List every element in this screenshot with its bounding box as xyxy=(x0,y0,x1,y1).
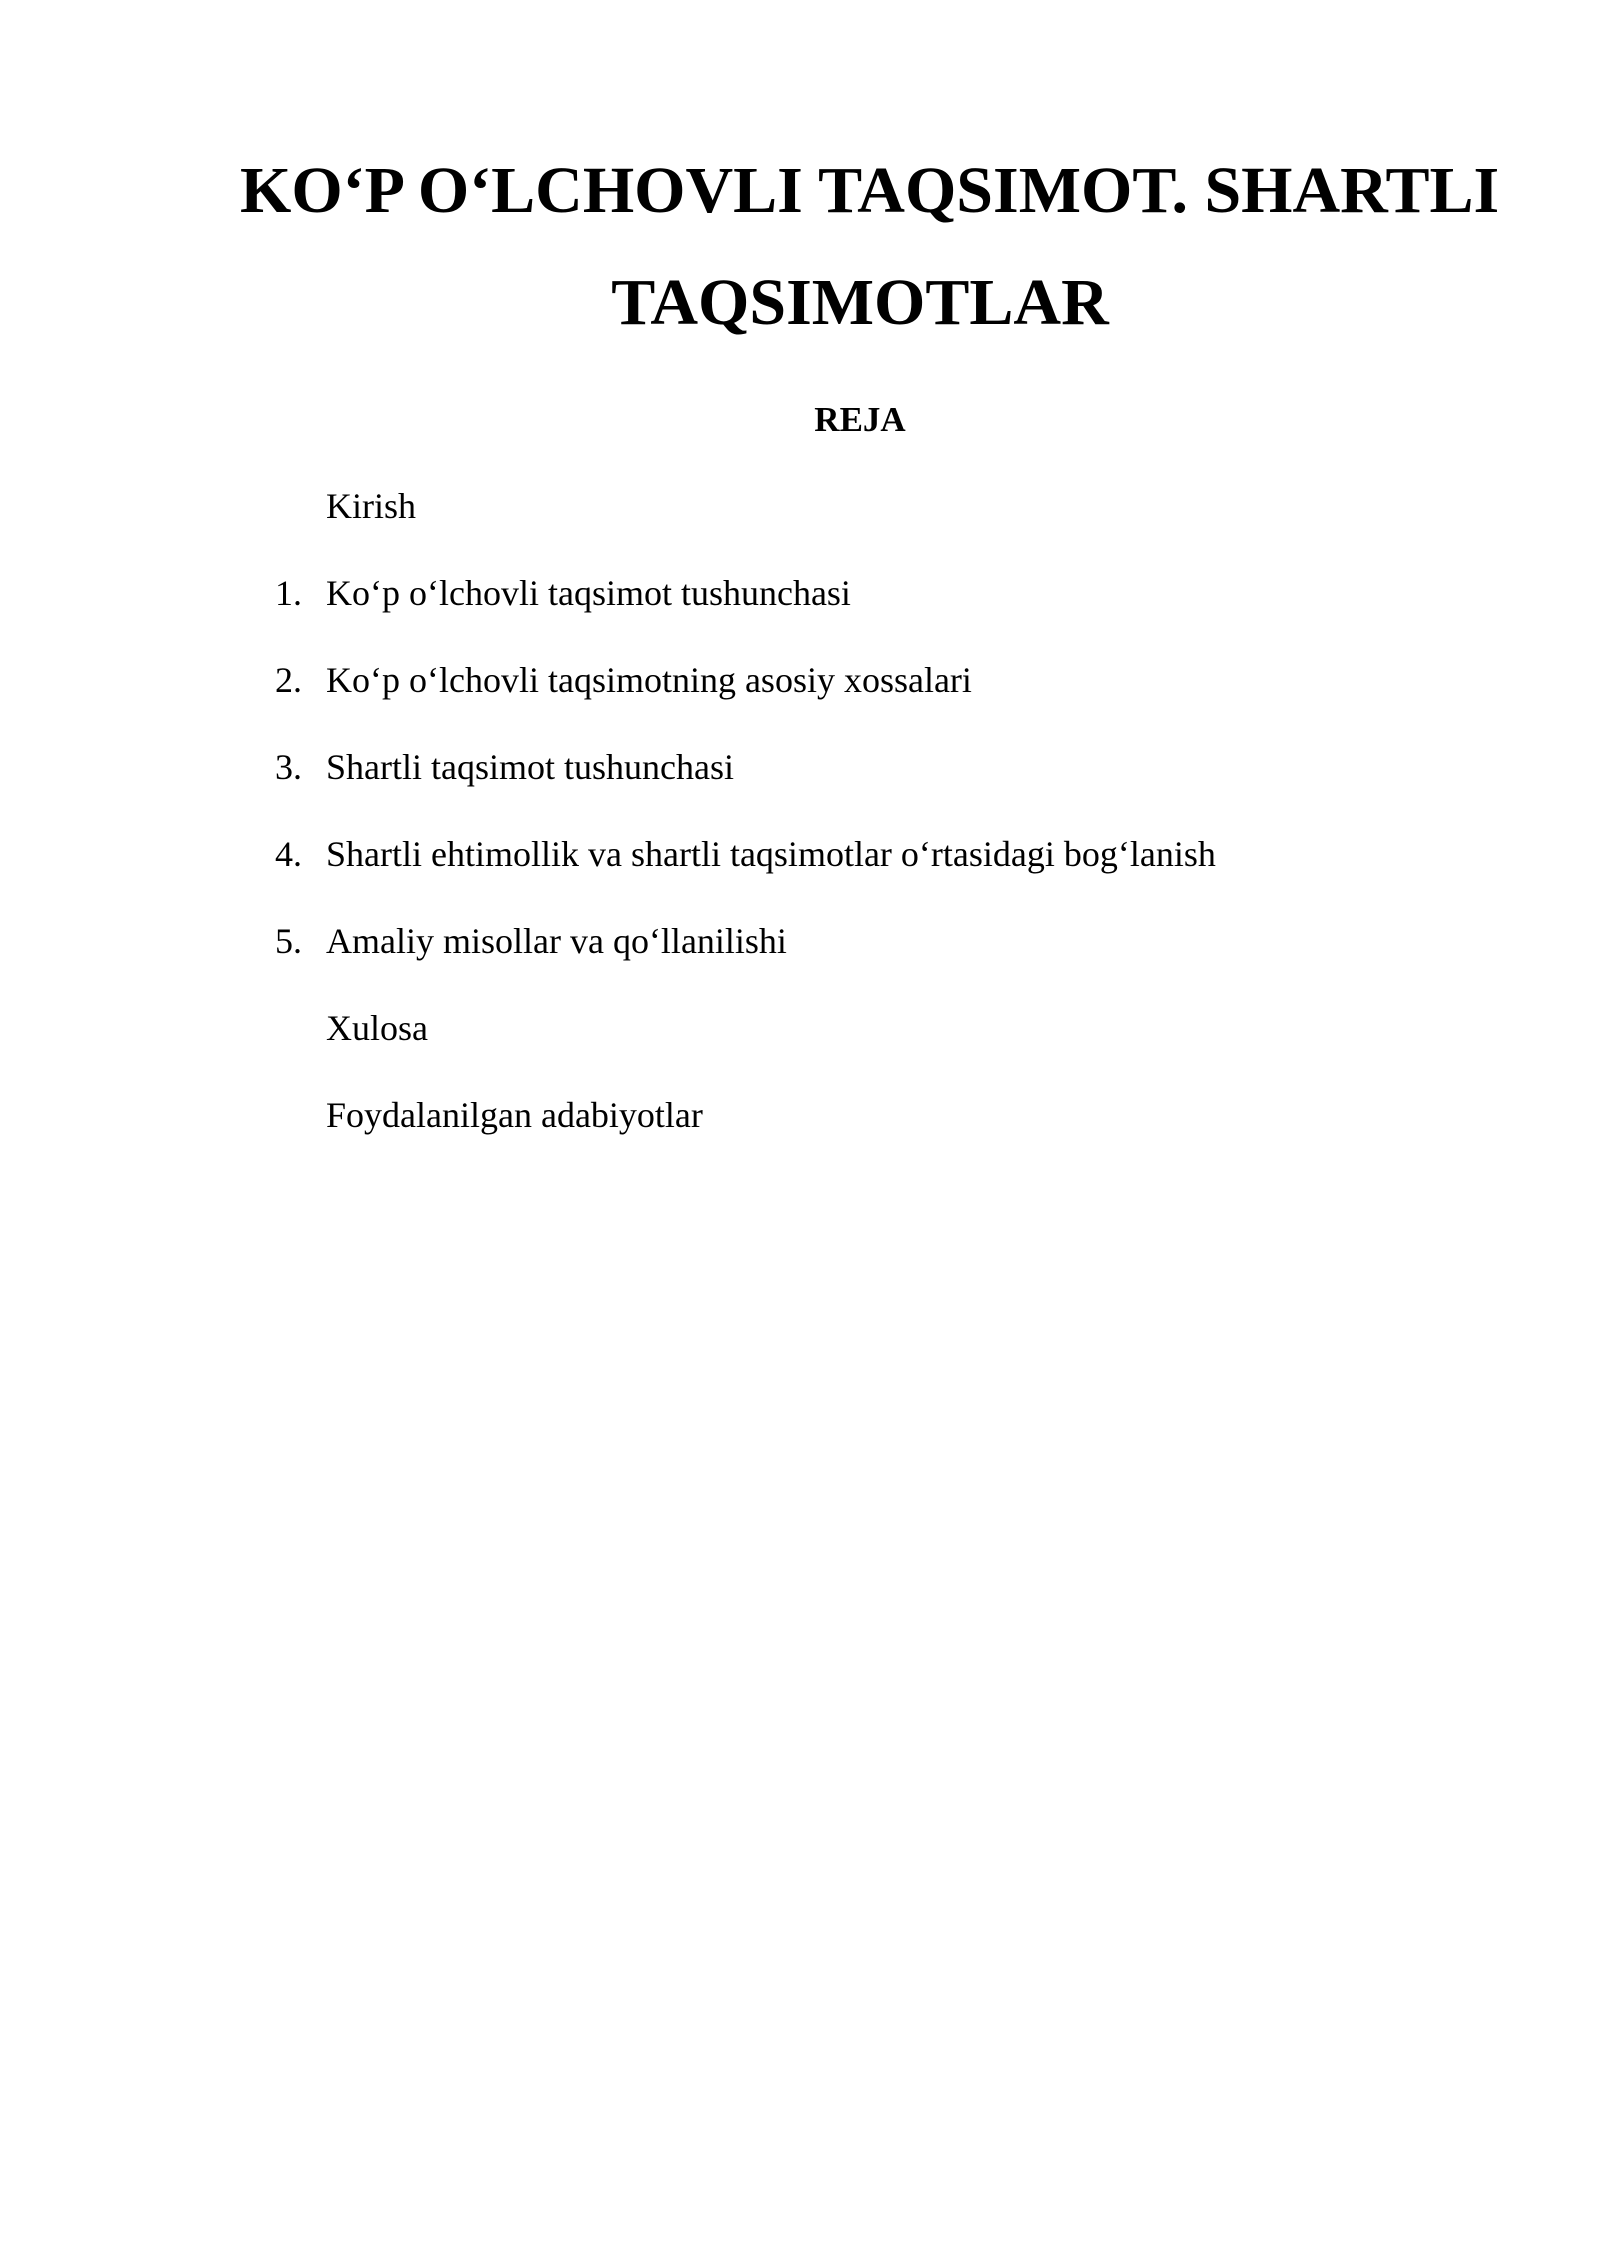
plan-item xyxy=(0,655,1600,705)
section-heading: REJA xyxy=(814,400,906,439)
plan-item-text: Shartli taqsimot tushunchasi xyxy=(326,747,734,787)
plan-conclusion xyxy=(0,1003,1600,1053)
plan-item-number: 5. xyxy=(275,921,302,961)
plan-item-number: 3. xyxy=(275,747,302,787)
document-title-line-2: TAQSIMOTLAR xyxy=(611,266,1109,339)
plan-references xyxy=(0,1090,1600,1140)
plan-item xyxy=(0,916,1600,966)
plan-references-text: Foydalanilgan adabiyotlar xyxy=(326,1095,703,1135)
plan-item-text: Shartli ehtimollik va shartli taqsimotlar o‘rtasidagi bog‘lanish xyxy=(326,834,1216,874)
plan-conclusion-text: Xulosa xyxy=(326,1008,428,1048)
plan-intro-text: Kirish xyxy=(326,486,416,526)
document-title-line-1: KO‘P O‘LCHOVLI TAQSIMOT. SHARTLI xyxy=(240,154,1500,227)
plan-item xyxy=(0,829,1600,879)
plan-item xyxy=(0,742,1600,792)
plan-intro xyxy=(0,481,1600,531)
plan-item-text: Ko‘p o‘lchovli taqsimotning asosiy xossalari xyxy=(326,660,972,700)
plan-item-number: 1. xyxy=(275,573,302,613)
plan-item-number: 2. xyxy=(275,660,302,700)
plan-item-text: Amaliy misollar va qo‘llanilishi xyxy=(326,921,787,961)
plan-item xyxy=(0,568,1600,618)
plan-item-number: 4. xyxy=(275,834,302,874)
plan-item-text: Ko‘p o‘lchovli taqsimot tushunchasi xyxy=(326,573,851,613)
